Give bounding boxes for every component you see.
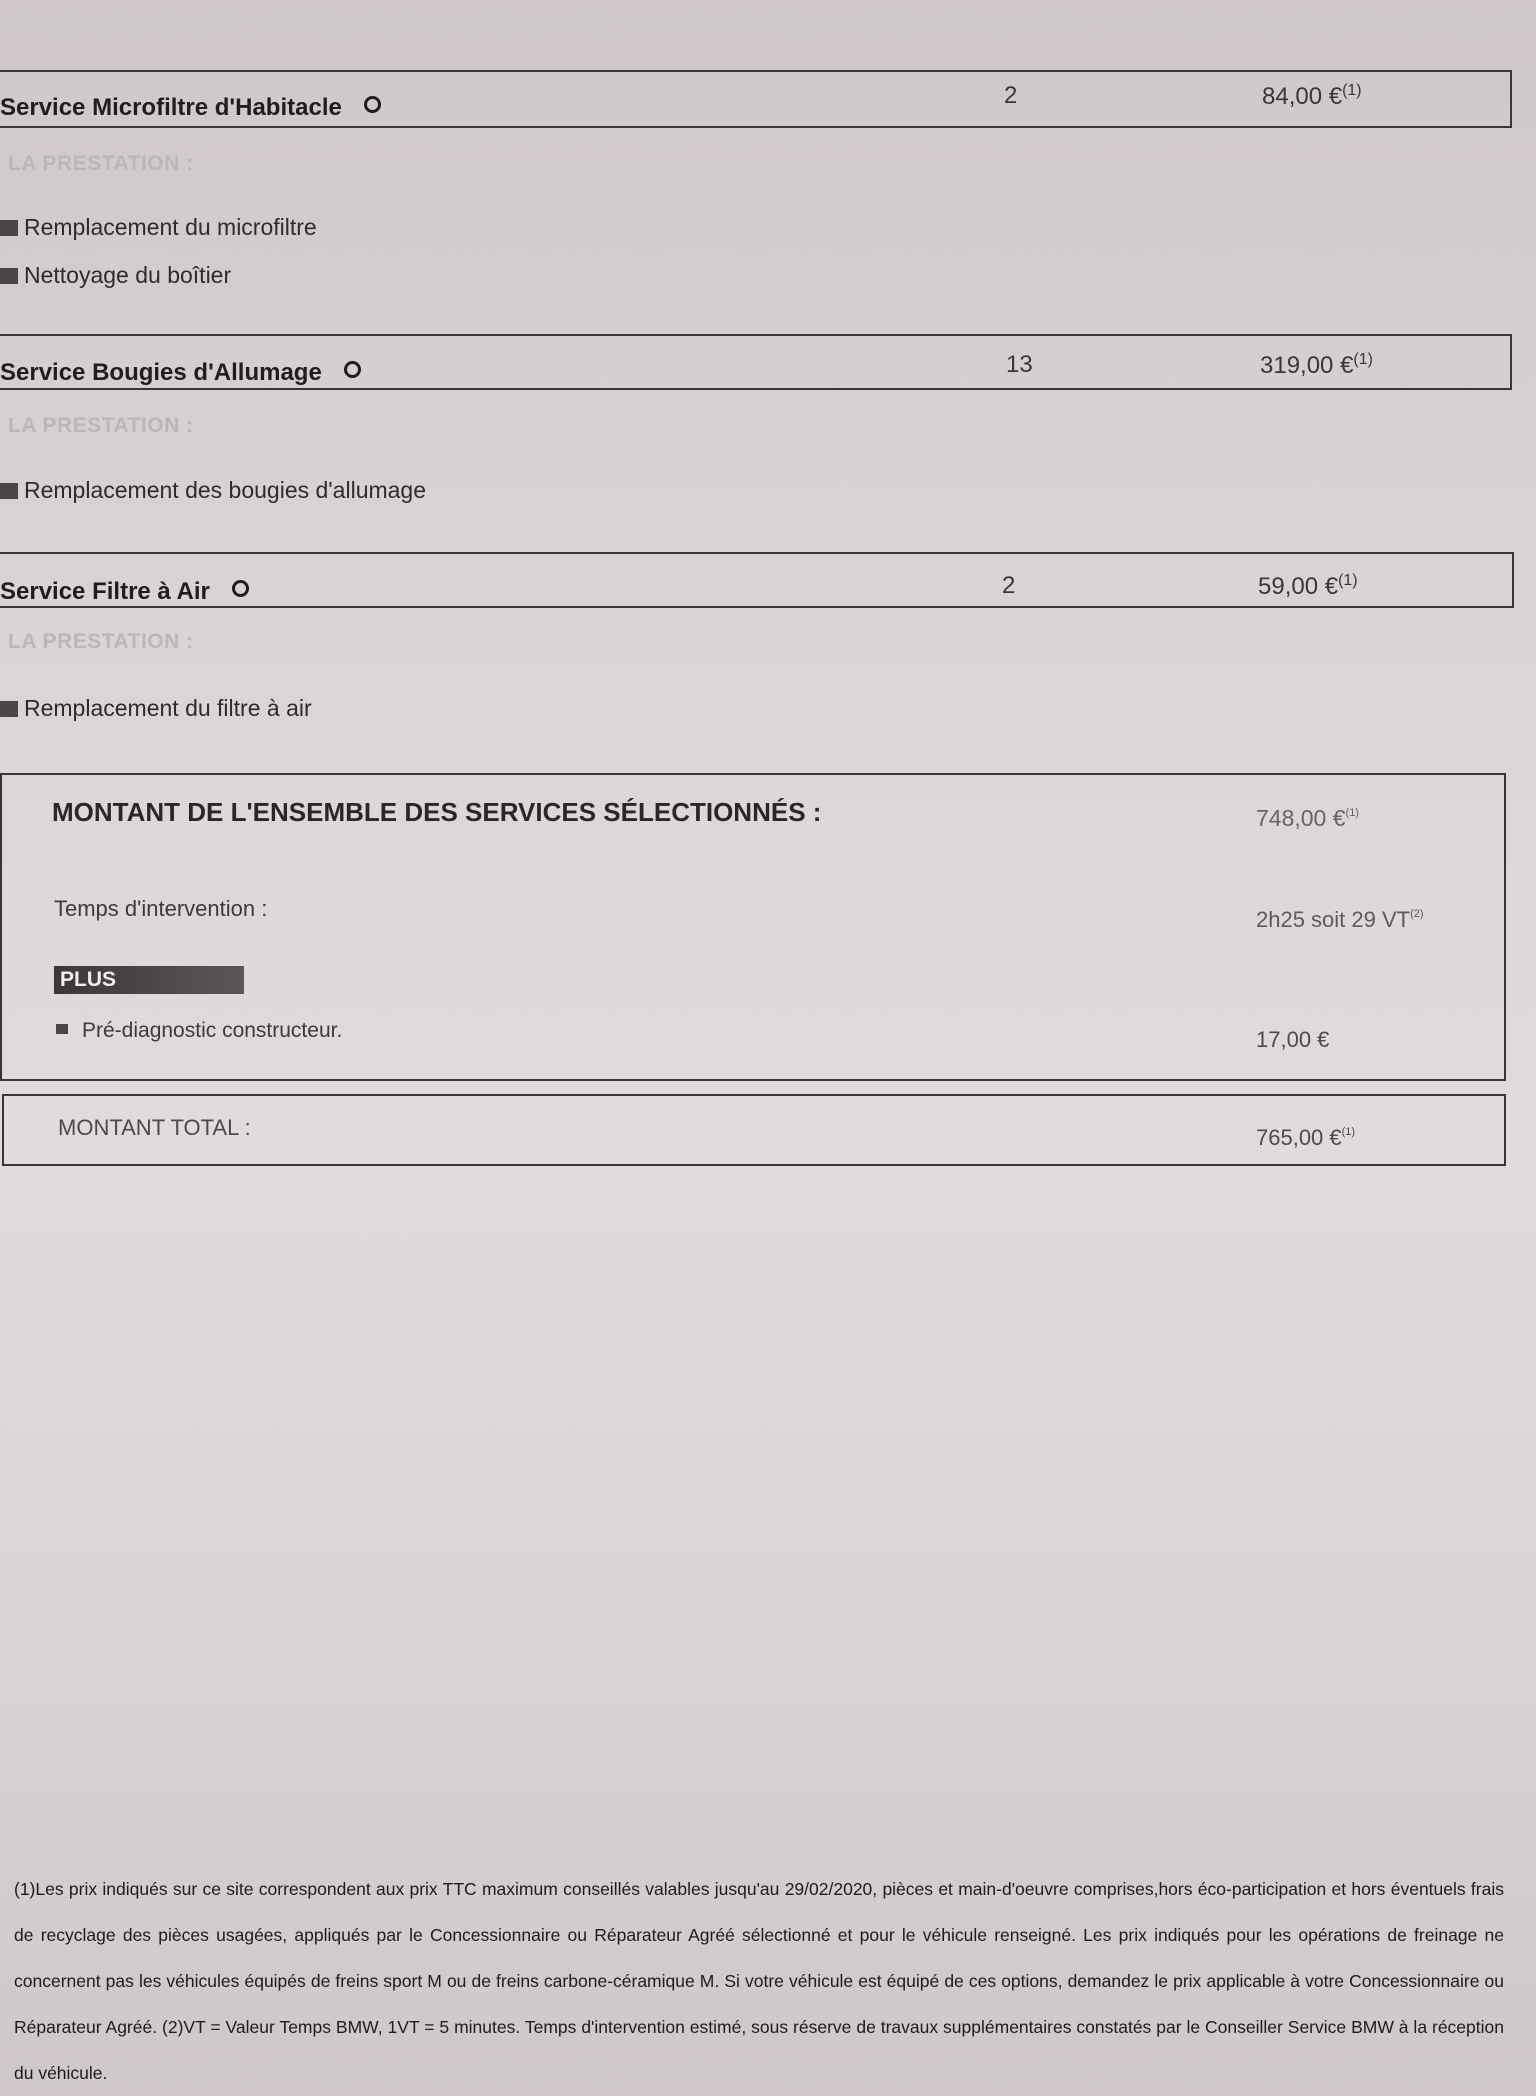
summary-amount: 748,00 €$^{(1)}$ xyxy=(1256,805,1359,831)
square-bullet-icon xyxy=(56,1024,68,1034)
intervention-time-label: Temps d'intervention : xyxy=(54,896,268,921)
radio-circle-icon[interactable] xyxy=(232,580,249,597)
total-amount: 765,00 €$^{(1)}$ xyxy=(1256,1125,1356,1150)
prestation-item: Remplacement du filtre à air xyxy=(0,695,312,722)
intervention-time-value: 2h25 soit 29 VT$^{(2)}$ xyxy=(1256,907,1424,932)
plus-item-price: 17,00 € xyxy=(1256,1027,1330,1052)
square-bullet-icon xyxy=(0,483,18,499)
service-price: 59,00 €$^{(1)}$ xyxy=(1258,572,1358,600)
radio-circle-icon[interactable] xyxy=(344,361,361,378)
service-name: Service Microfiltre d'Habitacle xyxy=(0,94,381,122)
service-quantity: 2 xyxy=(1004,82,1018,109)
service-price: 319,00 €$^{(1)}$ xyxy=(1260,351,1373,379)
service-name: Service Bougies d'Allumage xyxy=(0,359,361,387)
square-bullet-icon xyxy=(0,268,18,284)
prestation-label: LA PRESTATION : xyxy=(8,152,194,175)
footnote: (1)Les prix indiqués sur ce site correspondent aux prix TTC maximum conseillés valables jusqu'au 29/02/2020, pièces et main-d'oeuvre comprises,hors éco-participation et hors éventuels frais de recyclage des pièces usagées, appliqués par le Concessionnaire ou Réparateur Agréé sélectionné et pour le véhicule renseigné. Les prix indiqués pour les opérations de freinage ne concernent pas les véhicules équipés de freins sport M ou de freins carbone-céramique M. Si votre véhicule est équipé de ces options, demandez le prix applicable à votre Concessionnaire ou Réparateur Agréé. (2)VT = Valeur Temps BMW, 1VT = 5 minutes. Temps d'intervention estimé, sous réserve de travaux supplémentaires constatés par le Conseiller Service BMW à la réception du véhicule. xyxy=(14,1879,1504,2083)
service-quantity: 13 xyxy=(1006,351,1033,378)
service-name: Service Filtre à Air xyxy=(0,578,249,606)
square-bullet-icon xyxy=(0,701,18,717)
prestation-label: LA PRESTATION : xyxy=(8,630,194,653)
total-label: MONTANT TOTAL : xyxy=(58,1115,251,1140)
plus-badge: PLUS xyxy=(54,966,244,994)
service-quantity: 2 xyxy=(1002,572,1016,599)
prestation-label: LA PRESTATION : xyxy=(8,414,194,437)
summary-title: MONTANT DE L'ENSEMBLE DES SERVICES SÉLECTIONNÉS : xyxy=(52,797,822,827)
plus-item: Pré-diagnostic constructeur. xyxy=(56,1019,342,1043)
prestation-item: Remplacement du microfiltre xyxy=(0,214,317,241)
service-price: 84,00 €$^{(1)}$ xyxy=(1262,82,1362,110)
prestation-item: Nettoyage du boîtier xyxy=(0,262,231,289)
square-bullet-icon xyxy=(0,220,18,236)
radio-circle-icon[interactable] xyxy=(364,96,381,113)
prestation-item: Remplacement des bougies d'allumage xyxy=(0,477,426,504)
